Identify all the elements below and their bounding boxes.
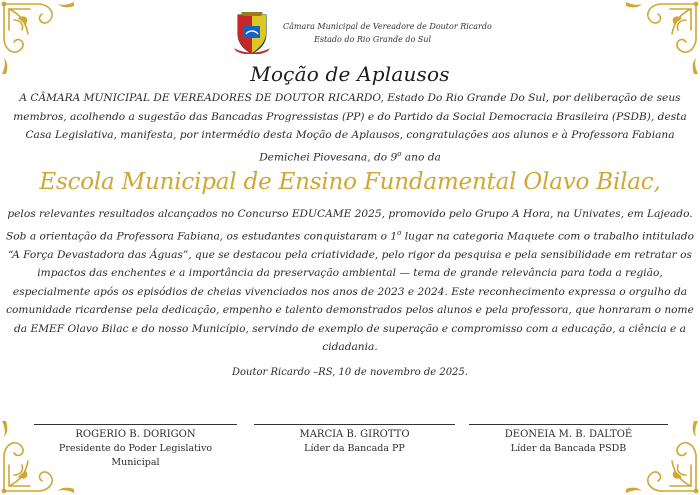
signature-block [469,424,668,456]
signatory-role: Presidente do Poder Legislativo Municipal [58,443,213,468]
institution-line-1: Câmara Municipal de Vereadore de Doutor Ricardo [283,22,492,31]
intro-text-end: ano da [401,151,441,164]
intro-paragraph [6,89,694,167]
signatory-name: ROGERIO B. DORIGON [75,429,196,440]
school-name: Escola Municipal de Ensino Fundamental Olavo Bilac, [39,169,661,195]
body-text-end: lugar na categoria Maquete com o trabalho intitulado “A Força Devastadora das Águas”, que se destacou pela criatividade, pelo rigor da pesquisa e pela sensibilidade em retratar os impactos das enchentes e a importância da preservação ambiental — tema de grande relevância para toda a região, especialmente após os episódios de cheias vivenciados nos anos de 2023 e 2024. Este reconhecimento expressa o orgulho da comunidade ricardense pela dedicação, empenho e talento demonstrados pelos alunos e pela professora, que honraram o nome da EMEF Olavo Bilac e do nosso Município, servindo de exemplo de superação e compromisso com a educação, a ciência e a cidadania. [6,230,694,354]
signature-line [469,424,668,425]
institution-name [283,20,492,46]
signatory-name: MARCIA B. GIROTTO [299,429,410,440]
signatory-role: Líder da Bancada PSDB [510,443,627,454]
body-paragraph [6,205,694,357]
signatory-role: Líder da Bancada PP [304,443,405,454]
signature-block [34,424,237,470]
signature-line [254,424,455,425]
institution-line-2: Estado do Rio Grande do Sul [314,35,432,44]
body-ordinal: o [397,228,402,237]
signature-line [34,424,237,425]
intro-ordinal: o [397,149,402,158]
intro-text: A CÂMARA MUNICIPAL DE VEREADORES DE DOUTOR RICARDO, Estado Do Rio Grande Do Sul, por deliberação de seus membros, acolhendo a sugestão das Bancadas Progressistas (PP) e do Partido da Social Democracia Brasileira (PSDB), desta Casa Legislativa, manifesta, por intermédio desta Moção de Aplausos, congratulações aos alunos e à Professora Fabiana Demichei Piovesana, do 9 [13,92,687,164]
document-header [0,8,700,56]
municipal-crest-icon [233,10,271,54]
document-title: Moção de Aplausos [250,62,450,86]
signature-block [254,424,455,456]
dateline: Doutor Ricardo –RS, 10 de novembro de 2025. [232,367,468,378]
signatory-name: DEONEIA M. B. DALTOÉ [504,429,633,440]
body-text: pelos relevantes resultados alcançados no Concurso EDUCAME 2025, promovido pelo Grupo A Hora, na Univates, em Lajeado. Sob a orientação da Professora Fabiana, os estudantes conquistaram o 1 [6,208,693,243]
